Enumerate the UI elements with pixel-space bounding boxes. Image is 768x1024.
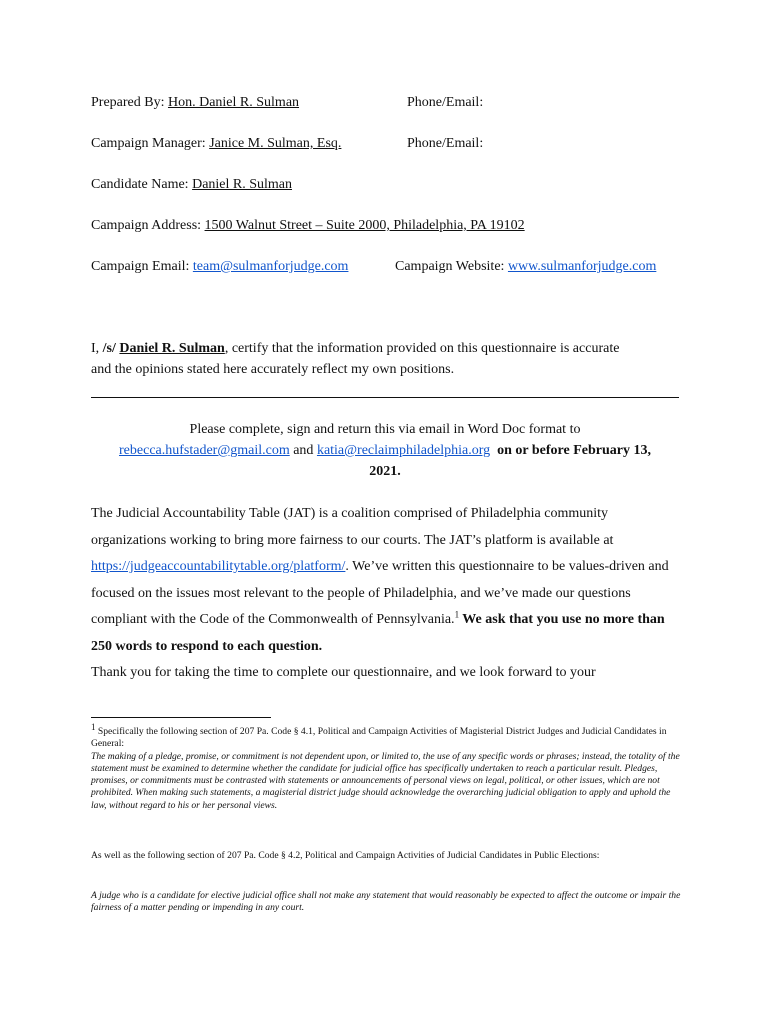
certify-text: , certify that the information provided on this questionnaire is accurate xyxy=(224,341,620,356)
footnote-2-quote xyxy=(91,890,681,915)
campaign-email-row xyxy=(91,259,348,275)
candidate-name-row xyxy=(91,177,292,193)
candidate-name-label: Candidate Name: xyxy=(91,177,189,192)
certify-line-2: and the opinions stated here accurately reflect my own positions. xyxy=(91,362,455,377)
thank-you-paragraph: Thank you for taking the time to complete our questionnaire, and we look forward to your xyxy=(91,665,596,680)
footnote-1-text: Specifically the following section of 207 Pa. Code § 4.1, Political and Campaign Activities of Magisterial District Judges and Judicial Candidates in General: xyxy=(91,726,667,750)
campaign-address-row xyxy=(91,218,525,234)
certify-name: Daniel R. Sulman xyxy=(119,341,225,356)
certify-signature-mark: /s/ xyxy=(102,341,116,356)
prepared-by-row xyxy=(91,95,299,111)
footnote-2-text: As well as the following section of 207 Pa. Code § 4.2, Political and Campaign Activities of Judicial Candidates in Public Elections: xyxy=(91,850,600,861)
certify-prefix: I, xyxy=(91,341,103,356)
footnote-number: 1 xyxy=(91,721,96,732)
campaign-email-link[interactable]: team@sulmanforjudge.com xyxy=(192,259,349,274)
platform-link[interactable]: https://judgeaccountabilitytable.org/platform/ xyxy=(91,559,346,574)
footnote-2 xyxy=(91,850,681,862)
campaign-address-value: 1500 Walnut Street – Suite 2000, Philadelphia, PA 19102 xyxy=(204,218,525,233)
prepared-by-label: Prepared By: xyxy=(91,95,165,110)
certify-line-1 xyxy=(91,341,619,357)
phone-email-label-2: Phone/Email: xyxy=(407,136,484,151)
instructions-line-1: Please complete, sign and return this via email in Word Doc format to xyxy=(189,422,581,437)
deadline-year: 2021. xyxy=(369,464,401,479)
intro-text-b: . We’ve written this questionnaire to be values-driven and focused on the issues most relevant to the people of Philadelphia, and we’ve made our questions compliant with the Code of the Commonwealth of Pennsylvania. xyxy=(91,559,669,627)
footnote-1 xyxy=(91,721,681,812)
footnote-divider xyxy=(91,717,271,718)
phone-email-label-1: Phone/Email: xyxy=(407,95,484,110)
campaign-website-link[interactable]: www.sulmanforjudge.com xyxy=(507,259,657,274)
campaign-manager-value: Janice M. Sulman, Esq. xyxy=(209,136,342,151)
intro-paragraph xyxy=(91,501,679,660)
footnote-1-quote: The making of a pledge, promise, or commitment is not dependent upon, or limited to, the use of any specific words or phrases; instead, the totality of the statement must be examined to determine whether the candidate for judicial office has specifically undertaken to reach a particular result. Pledges, promises, or commitments must be contrasted with statements or announcements of personal views on legal, political, or other issues, which are not prohibited. When making such statements, a magisterial district judge should acknowledge the overarching judicial obligation to apply and uphold the law, without regard to his or her personal views. xyxy=(91,750,680,811)
section-divider xyxy=(91,397,679,398)
campaign-website-label: Campaign Website: xyxy=(395,259,505,274)
campaign-email-label: Campaign Email: xyxy=(91,259,190,274)
campaign-website-row xyxy=(395,259,656,275)
candidate-name-value: Daniel R. Sulman xyxy=(192,177,293,192)
footnote-ref[interactable]: 1 xyxy=(454,609,460,620)
intro-text-a: The Judicial Accountability Table (JAT) is a coalition comprised of Philadelphia community organizations working to bring more fairness to our courts. The JAT’s platform is available at xyxy=(91,506,614,548)
prepared-by-value: Hon. Daniel R. Sulman xyxy=(167,95,300,110)
deadline-text: on or before February 13, xyxy=(497,443,651,458)
campaign-manager-row xyxy=(91,136,341,152)
contact-email-link-2[interactable]: katia@reclaimphiladelphia.org xyxy=(316,443,491,458)
footnote-2-quote-text: A judge who is a candidate for elective judicial office shall not make any statement that would reasonably be expected to affect the outcome or impair the fairness of a matter pending or impending in any court. xyxy=(91,890,681,914)
instructions-line-2 xyxy=(91,443,679,459)
word-limit-note: We ask that you use no more than 250 words to respond to each question. xyxy=(91,612,665,654)
campaign-manager-label: Campaign Manager: xyxy=(91,136,206,151)
contact-email-link-1[interactable]: rebecca.hufstader@gmail.com xyxy=(119,443,290,458)
instructions-and: and xyxy=(289,443,317,458)
campaign-address-label: Campaign Address: xyxy=(91,218,202,233)
